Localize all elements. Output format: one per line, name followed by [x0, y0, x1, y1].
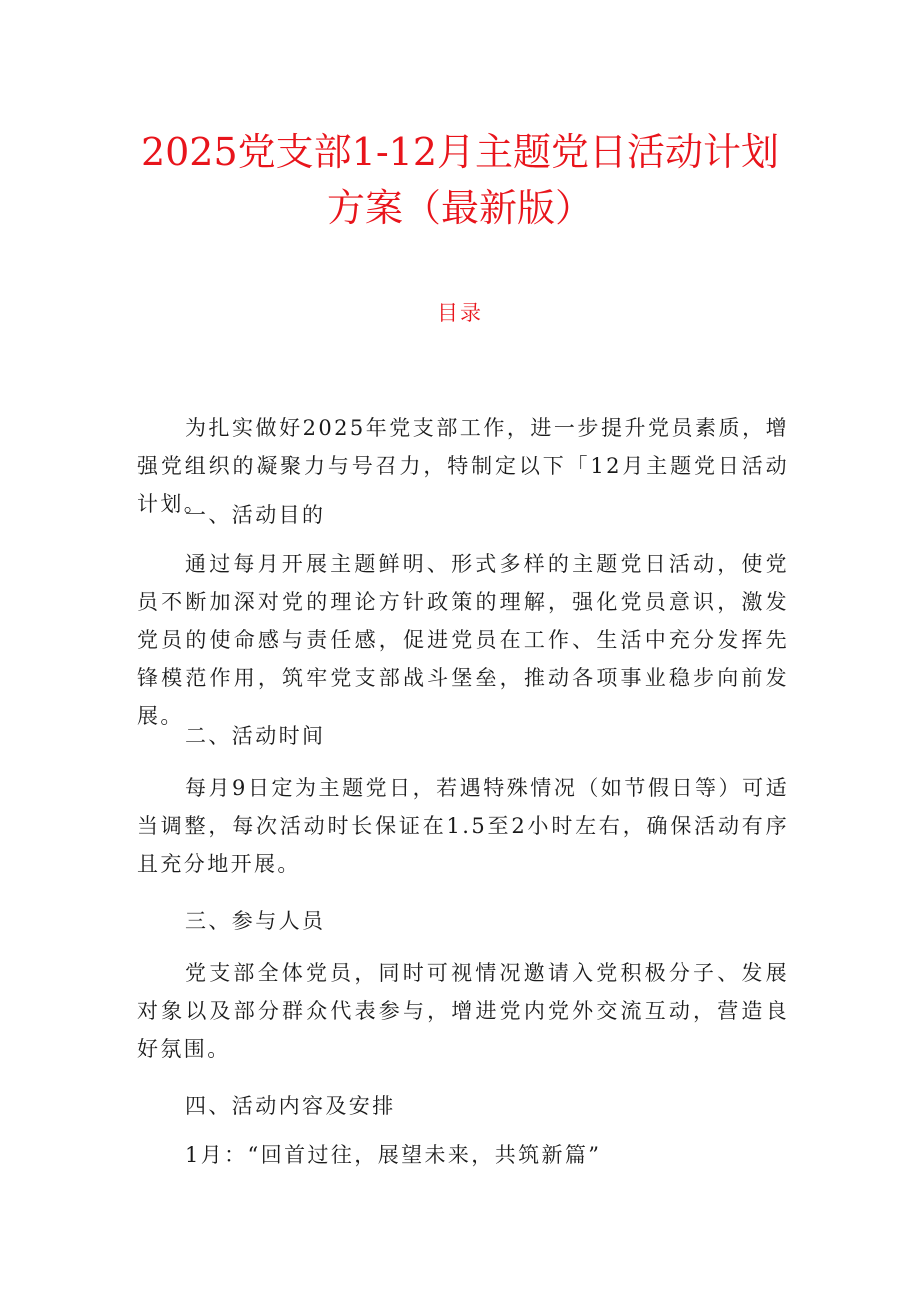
section-text-purpose: 通过每月开展主题鲜明、形式多样的主题党日活动，使党员不断加深对党的理论方针政策的理解，强化党员意识，激发党员的使命感与责任感，促进党员在工作、生活中充分发挥先锋模范作用，筑牢党支部战斗堡垒，推动各项事业稳步向前发展。 [137, 552, 789, 728]
section-heading-time: 二、活动时间 [185, 724, 326, 748]
section-heading-participants: 三、参与人员 [185, 909, 326, 933]
section-heading-content: 四、活动内容及安排 [185, 1094, 396, 1118]
document-title-line2: 方案（最新版） [326, 186, 593, 230]
month-heading-january: 1月：“回首过往，展望未来，共筑新篇” [185, 1143, 602, 1167]
section-text-time: 每月9日定为主题党日，若遇特殊情况（如节假日等）可适当调整，每次活动时长保证在1.5至2小时左右，确保活动有序且充分地开展。 [137, 776, 789, 876]
section-heading-purpose: 一、活动目的 [185, 503, 326, 527]
section-text-participants: 党支部全体党员，同时可视情况邀请入党积极分子、发展对象以及部分群众代表参与，增进党内党外交流互动，营造良好氛围。 [137, 961, 789, 1061]
document-title-line1: 2025党支部1-12月主题党日活动计划 [140, 130, 780, 174]
toc-label: 目录 [437, 301, 483, 325]
intro-paragraph: 为扎实做好2025年党支部工作，进一步提升党员素质，增强党组织的凝聚力与号召力，特制定以下「12月主题党日活动计划。 [137, 416, 789, 516]
